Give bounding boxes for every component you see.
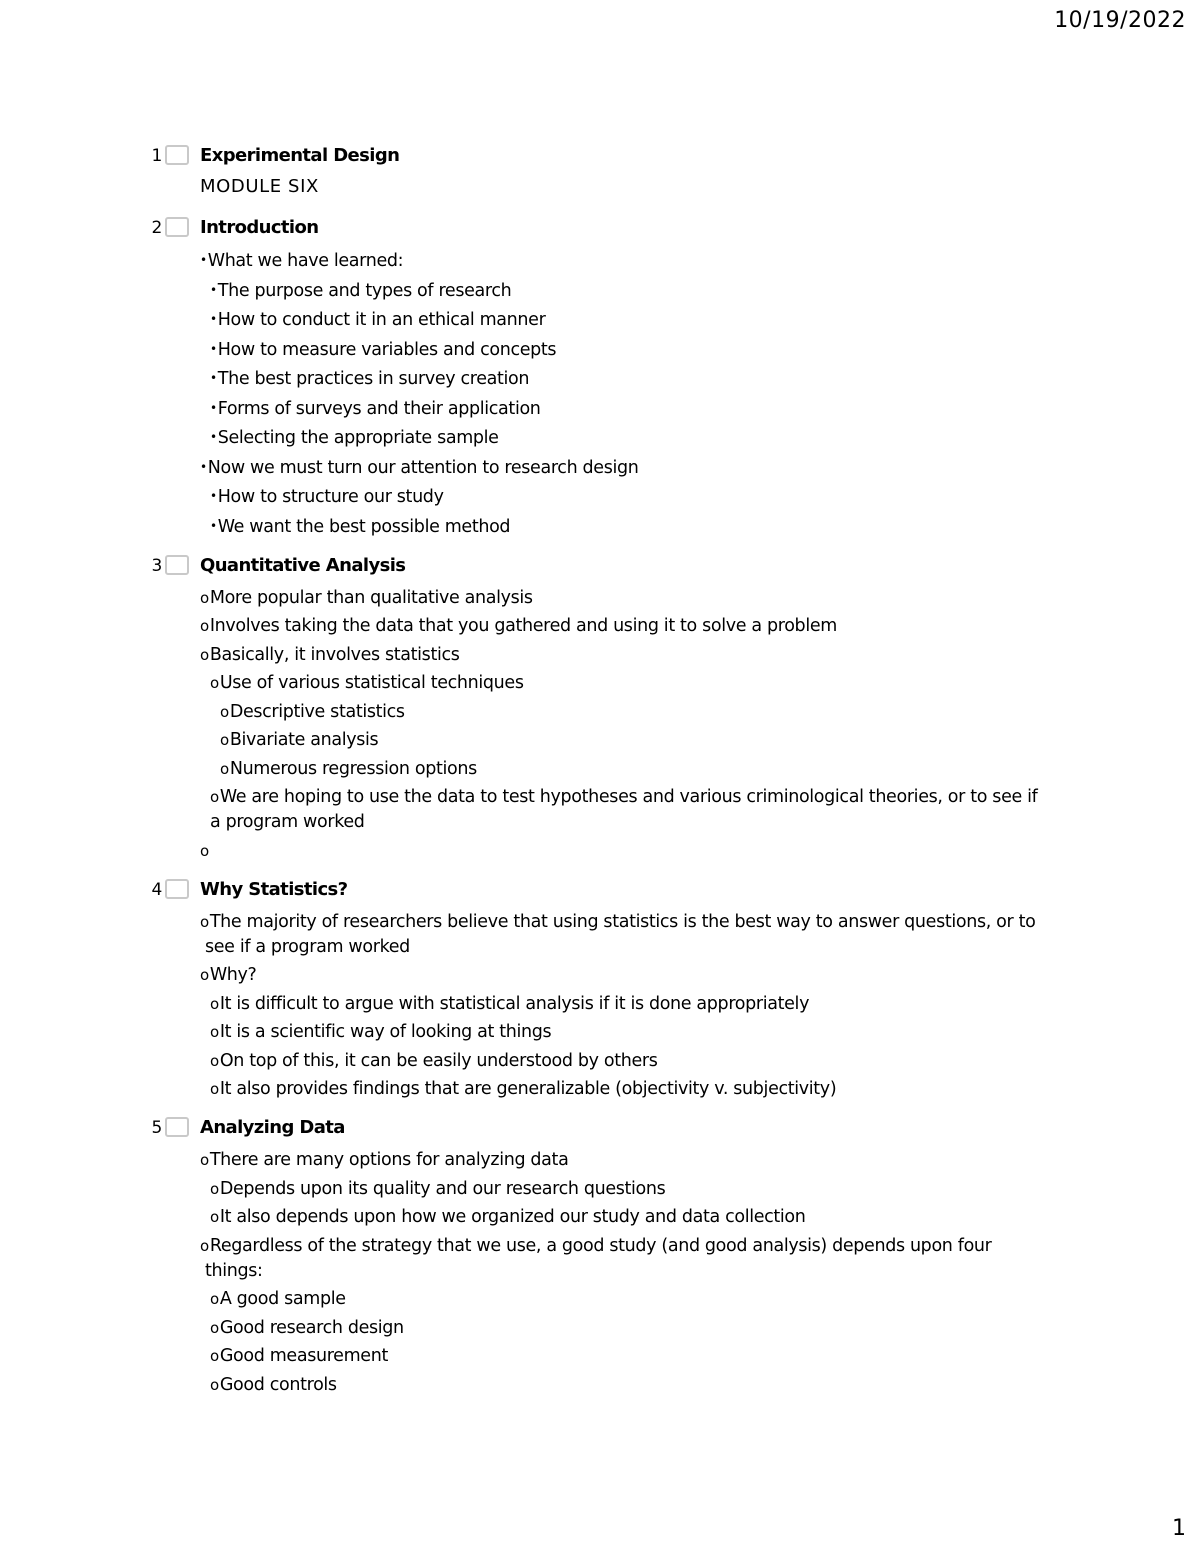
list-item-text: Use of various statistical techniques (219, 673, 524, 693)
list-item (200, 1373, 1078, 1398)
list-item (200, 643, 1078, 668)
slide-thumbnail (165, 1117, 189, 1137)
circle-marker: o (220, 731, 229, 749)
list-item-text: Regardless of the strategy that we use, a good study (and good analysis) depends upon four (209, 1235, 992, 1256)
bullet-marker: • (210, 430, 217, 444)
list-item (200, 307, 1078, 333)
slide-header (148, 878, 1078, 904)
circle-marker: o (210, 994, 219, 1013)
list-item-text: Why? (209, 965, 257, 985)
circle-marker: o (200, 588, 209, 607)
list-item (200, 1177, 1078, 1202)
bullet-marker: • (210, 341, 217, 356)
slide-title: Experimental Design (200, 145, 400, 166)
bullet-marker: • (210, 518, 217, 533)
bullet-marker: • (210, 312, 217, 326)
list-item (200, 484, 1078, 510)
list-item-text: A good sample (219, 1289, 346, 1309)
slide-2 (148, 216, 1078, 540)
slide-header (148, 144, 1078, 170)
bullet-marker: • (210, 371, 217, 385)
slide-number: 5 (151, 1118, 162, 1138)
list-item-text: It is difficult to argue with statistical analysis if it is done appropriately (219, 993, 810, 1014)
list-item-text: How to measure variables and concepts (217, 339, 557, 360)
circle-marker: o (200, 1236, 209, 1255)
list-item (200, 728, 1078, 753)
slide-title: Why Statistics? (200, 878, 348, 900)
list-item (200, 963, 1078, 988)
slide-title: Quantitative Analysis (200, 554, 406, 576)
list-item-text: Depends upon its quality and our research questions (219, 1178, 666, 1199)
list-item-text: It is a scientific way of looking at things (219, 1022, 552, 1042)
bullet-marker: • (210, 489, 217, 503)
list-item (200, 1077, 1078, 1102)
list-item (200, 455, 1078, 481)
slide-title: Analyzing Data (200, 1117, 345, 1138)
circle-marker: o (210, 1347, 219, 1365)
slide-4 (148, 878, 1078, 1103)
list-item (200, 396, 1078, 422)
list-item (200, 757, 1078, 782)
list-item-continuation: see if a program worked (205, 936, 410, 957)
circle-marker: o (220, 702, 229, 721)
circle-marker: o (210, 1375, 219, 1394)
bullet-marker: • (200, 253, 207, 267)
list-item-text: More popular than qualitative analysis (209, 587, 533, 608)
list-item (200, 425, 1078, 451)
list-item (200, 337, 1078, 363)
page-number: 1 (1172, 1516, 1186, 1541)
list-item (200, 839, 1078, 864)
list-item-text: Good controls (219, 1374, 337, 1395)
list-item-text: Selecting the appropriate sample (217, 428, 499, 448)
list-item (200, 910, 1078, 960)
list-item-text: How to conduct it in an ethical manner (217, 310, 546, 330)
list-item-continuation: a program worked (210, 812, 365, 832)
slide-number: 3 (151, 555, 162, 576)
list-item (200, 1049, 1078, 1074)
slide-outline (148, 144, 1078, 1412)
slide-header (148, 216, 1078, 242)
circle-marker: o (210, 674, 219, 692)
circle-marker: o (210, 1080, 219, 1098)
circle-marker: o (200, 617, 209, 635)
slide-subtitle: MODULE SIX (200, 176, 319, 197)
list-item (200, 614, 1078, 639)
slide-header (148, 554, 1078, 580)
slide-title: Introduction (200, 217, 319, 238)
list-item (200, 1205, 1078, 1230)
bullet-list (200, 586, 1078, 864)
circle-marker: o (200, 645, 209, 664)
circle-marker: o (210, 1208, 219, 1226)
list-item (200, 366, 1078, 392)
list-item-text: Involves taking the data that you gathered and using it to solve a problem (209, 616, 837, 636)
slide-thumbnail (165, 879, 189, 899)
list-item (200, 1234, 1078, 1284)
list-item-text: It also depends upon how we organized our study and data collection (219, 1207, 806, 1227)
list-item (200, 1020, 1078, 1045)
slide-1 (148, 144, 1078, 202)
list-item-text: We are hoping to use the data to test hypotheses and various criminological theories, or to see if (219, 787, 1038, 807)
slide-number: 4 (151, 879, 162, 900)
circle-marker: o (210, 788, 219, 806)
list-item-text: Numerous regression options (229, 758, 477, 779)
bullet-marker: • (200, 459, 207, 474)
list-item (200, 992, 1078, 1017)
list-item-text: Bivariate analysis (229, 730, 379, 750)
slide-number: 1 (151, 146, 162, 166)
list-item-text: Now we must turn our attention to research design (207, 457, 639, 478)
list-item-text: How to structure our study (217, 487, 444, 507)
list-item (200, 248, 1078, 274)
circle-marker: o (200, 912, 209, 931)
bullet-list (200, 910, 1078, 1103)
bullet-list (200, 1148, 1078, 1398)
list-item-text: It also provides findings that are generalizable (objectivity v. subjectivity) (219, 1079, 837, 1099)
slide-5 (148, 1116, 1078, 1398)
list-item-text: We want the best possible method (217, 516, 511, 537)
slide-header (148, 1116, 1078, 1142)
list-item-text: What we have learned: (207, 251, 404, 271)
circle-marker: o (210, 1179, 219, 1198)
list-item (200, 586, 1078, 611)
list-item-continuation: things: (205, 1260, 263, 1281)
list-item-text: Forms of surveys and their application (217, 398, 541, 419)
list-item (200, 785, 1078, 835)
list-item-text: Descriptive statistics (229, 701, 405, 722)
list-item-text: The purpose and types of research (217, 280, 512, 301)
list-item (200, 1316, 1078, 1341)
circle-marker: o (200, 966, 209, 984)
list-item-text: Good measurement (219, 1346, 388, 1366)
list-item (200, 700, 1078, 725)
circle-marker: o (210, 1051, 219, 1070)
circle-marker: o (200, 1151, 209, 1169)
circle-marker: o (210, 1290, 219, 1308)
circle-marker: o (200, 841, 209, 860)
list-item-text: Good research design (219, 1317, 404, 1338)
bullet-list (200, 248, 1078, 540)
circle-marker: o (220, 759, 229, 778)
list-item-text: There are many options for analyzing data (209, 1150, 569, 1170)
list-item-text: Basically, it involves statistics (209, 644, 460, 665)
list-item (200, 1287, 1078, 1312)
circle-marker: o (210, 1023, 219, 1041)
list-item (200, 278, 1078, 304)
slide-number: 2 (151, 218, 162, 238)
list-item (200, 1148, 1078, 1173)
list-item-text: On top of this, it can be easily understood by others (219, 1050, 658, 1071)
bullet-marker: • (210, 282, 217, 297)
list-item (200, 671, 1078, 696)
slide-thumbnail (165, 555, 189, 575)
slide-thumbnail (165, 145, 189, 165)
bullet-marker: • (210, 400, 217, 415)
list-item (200, 1344, 1078, 1369)
printed-date: 10/19/2022 (1054, 8, 1186, 33)
circle-marker: o (210, 1318, 219, 1337)
list-item (200, 514, 1078, 540)
slide-thumbnail (165, 217, 189, 237)
list-item-text: The best practices in survey creation (217, 369, 530, 389)
list-item-text: The majority of researchers believe that using statistics is the best way to answer questions, or to (209, 911, 1036, 932)
slide-3 (148, 554, 1078, 864)
